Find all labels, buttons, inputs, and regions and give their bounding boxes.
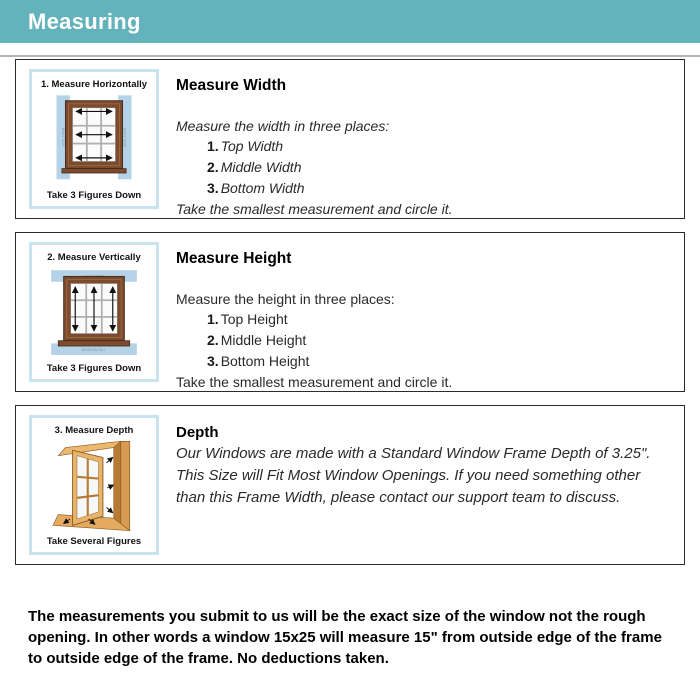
- diagram-caption: Take Several Figures: [46, 536, 142, 547]
- list-item: [207, 351, 668, 372]
- diagram-title: 1. Measure Horizontally: [40, 79, 148, 90]
- diagram-card-horizontal: [29, 69, 159, 209]
- list-item: [207, 309, 668, 330]
- list-item-label: Middle Width: [220, 159, 302, 175]
- section-measure-width: [15, 59, 685, 219]
- right-jamb-inner: [114, 441, 121, 525]
- page-header: [0, 0, 700, 43]
- list-item: [207, 330, 668, 351]
- measure-list: [176, 309, 668, 372]
- diagram-caption: Take 3 Figures Down: [46, 190, 142, 201]
- head-jamb-board: [58, 441, 121, 455]
- diagram-title: 3. Measure Depth: [54, 425, 134, 436]
- list-item-label: Top Width: [220, 138, 284, 154]
- top-divider: [0, 55, 700, 57]
- diagram-card-vertical: [29, 242, 159, 382]
- right-jamb-front: [121, 441, 130, 530]
- section-text: [159, 60, 684, 218]
- section-text: [159, 406, 684, 564]
- side-jamb-label-right: SIDE JAMB: [123, 127, 128, 148]
- list-item-label: Top Height: [220, 311, 288, 327]
- list-item-label: Bottom Width: [220, 180, 305, 196]
- list-item-label: Bottom Height: [220, 353, 310, 369]
- page-title: Measuring: [28, 8, 141, 34]
- section-text: [159, 233, 684, 391]
- section-measure-depth: [15, 405, 685, 565]
- section-heading: Measure Height: [176, 250, 292, 267]
- depth-body-text: Our Windows are made with a Standard Window Frame Depth of 3.25". This Size will Fit Most Window Openings. If you need something other than this Frame Width, please contact our support team to discuss.: [176, 445, 651, 506]
- footer-note: The measurements you submit to us will be the exact size of the window not the rough opening. In other words a window 15x25 will measure 15" from outside edge of the frame to outside edge of the frame. No deductions taken.: [28, 608, 662, 667]
- measure-horizontally-diagram: [37, 90, 151, 190]
- list-item: [207, 136, 668, 157]
- list-item: [207, 178, 668, 199]
- measuring-sections: [0, 59, 700, 565]
- list-item: [207, 157, 668, 178]
- section-heading: Measure Width: [176, 77, 287, 94]
- window-sill: [58, 341, 129, 346]
- diagram-title: 2. Measure Vertically: [47, 252, 141, 263]
- section-outro: Take the smallest measurement and circle it.: [176, 201, 453, 217]
- diagram-caption: Take 3 Figures Down: [46, 363, 142, 374]
- section-measure-height: [15, 232, 685, 392]
- section-heading: Depth: [176, 424, 219, 441]
- list-item-label: Middle Height: [220, 332, 307, 348]
- side-jamb-label-left: SIDE JAMB: [61, 127, 66, 148]
- diagram-card-depth: [29, 415, 159, 555]
- window-sill: [62, 169, 126, 173]
- section-intro: Measure the width in three places:: [176, 118, 390, 134]
- window-sill-label: WINDOW SILL: [81, 347, 107, 352]
- measure-list: [176, 136, 668, 199]
- measure-vertically-diagram: [37, 263, 151, 363]
- section-outro: Take the smallest measurement and circle it.: [176, 374, 453, 390]
- section-intro: Measure the height in three places:: [176, 291, 395, 307]
- measure-depth-diagram: [37, 436, 151, 536]
